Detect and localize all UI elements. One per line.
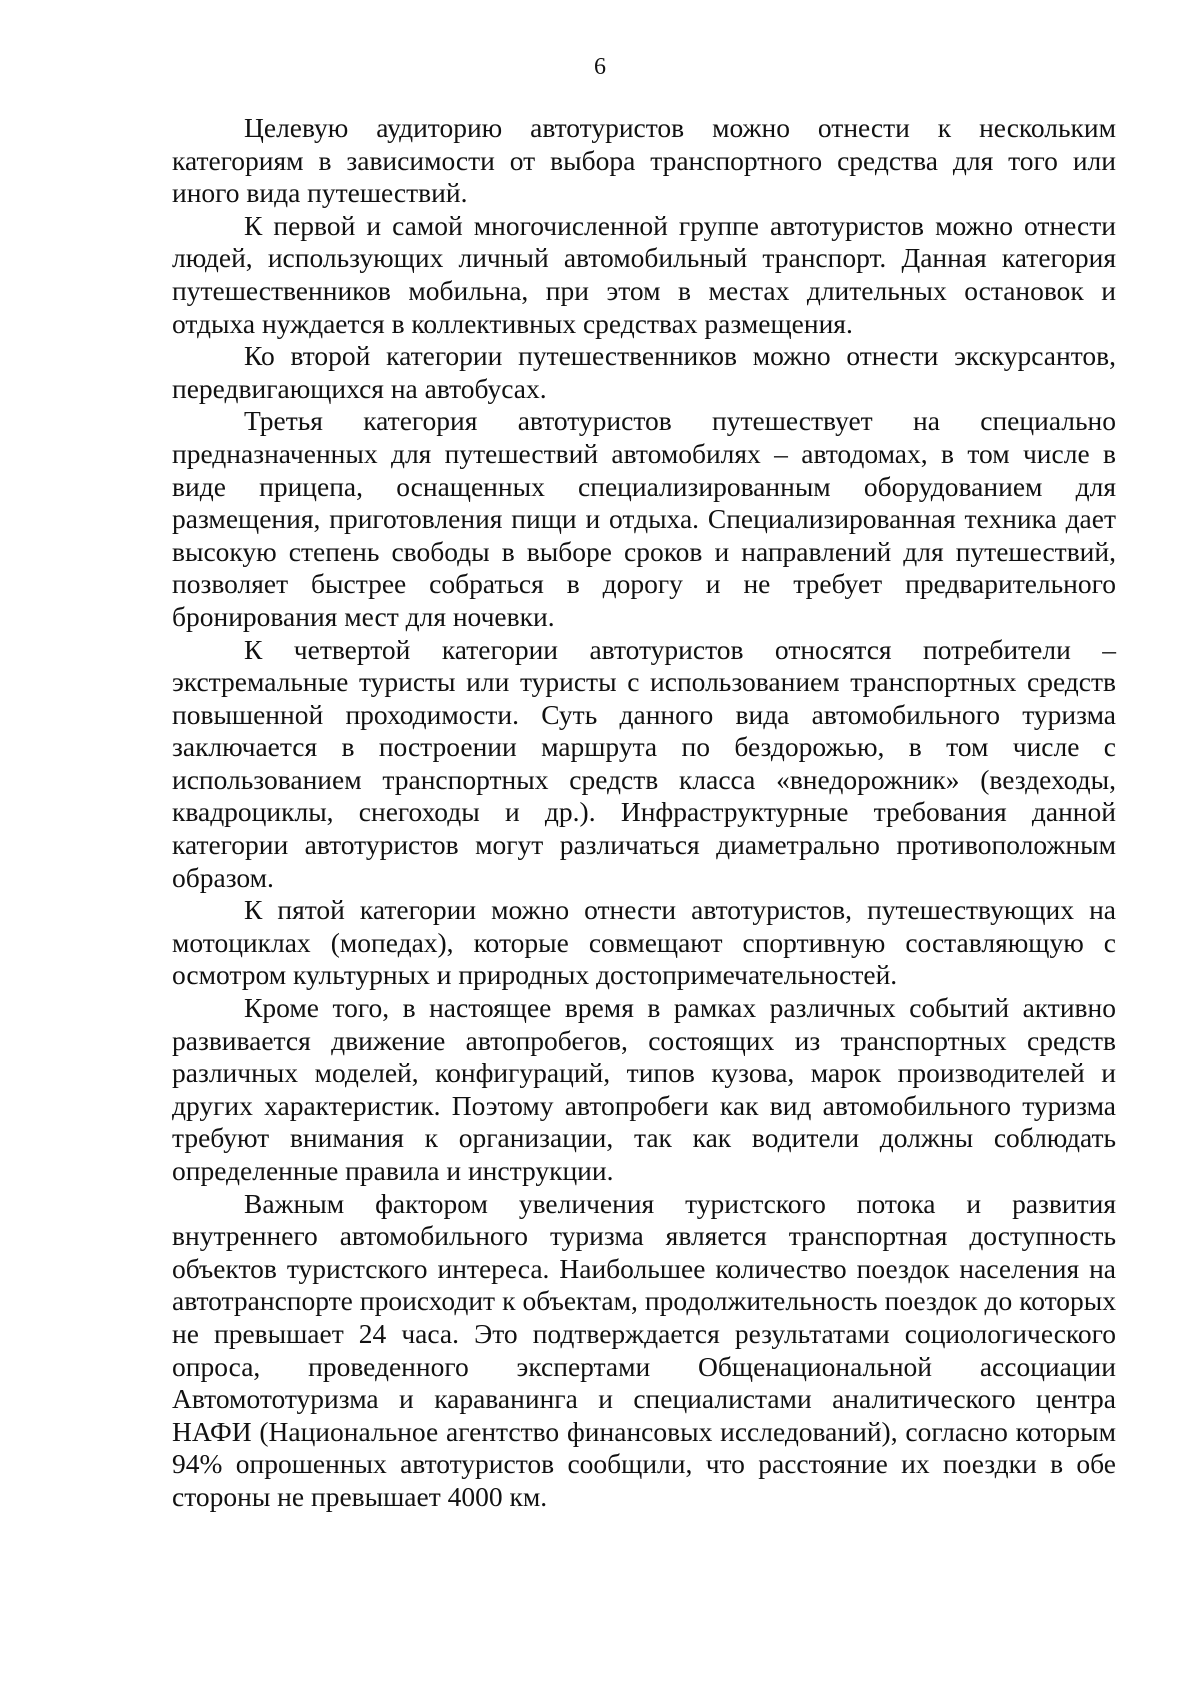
- paragraph-2: К первой и самой многочисленной группе автотуристов можно отнести людей, использующих личный автомобильный транспорт. Данная категория путешественников мобильна, при этом в местах длительных остановок и отдыха нуждается в коллективных средствах размещения.: [172, 209, 1116, 339]
- paragraph-8: Важным фактором увеличения туристского потока и развития внутреннего автомобильного туризма является транспортная доступность объектов туристского интереса. Наибольшее количество поездок населения на автотранспорте происходит к объектам, продолжительность поездок до которых не превышает 24 часа. Это подтверждается результатами социологического опроса, проведенного экспертами Общенациональной ассоциации Автомототуризма и караванинга и специалистами аналитического центра НАФИ (Национальное агентство финансовых исследований), согласно которым 94% опрошенных автотуристов сообщили, что расстояние их поездки в обе стороны не превышает 4000 км.: [172, 1187, 1116, 1512]
- document-body: [172, 112, 1116, 1514]
- paragraph-4: Третья категория автотуристов путешествует на специально предназначенных для путешествий автомобилях – автодомах, в том числе в виде прицепа, оснащенных специализированным оборудованием для размещения, приготовления пищи и отдыха. Специализированная техника дает высокую степень свободы в выборе сроков и направлений для путешествий, позволяет быстрее собраться в дорогу и не требует предварительного бронирования мест для ночевки.: [172, 405, 1116, 632]
- paragraph-7: Кроме того, в настоящее время в рамках различных событий активно развивается движение автопробегов, состоящих из транспортных средств различных моделей, конфигураций, типов кузова, марок производителей и других характеристик. Поэтому автопробеги как вид автомобильного туризма требуют внимания к организации, так как водители должны соблюдать определенные правила и инструкции.: [172, 992, 1116, 1186]
- paragraph-3: Ко второй категории путешественников можно отнести экскурсантов, передвигающихся на автобусах.: [172, 340, 1116, 404]
- paragraph-6: К пятой категории можно отнести автотуристов, путешествующих на мотоциклах (мопедах), которые совмещают спортивную составляющую с осмотром культурных и природных достопримечательностей.: [172, 894, 1116, 991]
- paragraph-5: К четвертой категории автотуристов относятся потребители – экстремальные туристы или туристы с использованием транспортных средств повышенной проходимости. Суть данного вида автомобильного туризма заключается в построении маршрута по бездорожью, в том числе с использованием транспортных средств класса «внедорожник» (вездеходы, квадроциклы, снегоходы и др.). Инфраструктурные требования данной категории автотуристов могут различаться диаметрально противоположным образом.: [172, 633, 1116, 893]
- page-number: 6: [594, 54, 606, 80]
- paragraph-1: Целевую аудиторию автотуристов можно отнести к нескольким категориям в зависимости от выбора транспортного средства для того или иного вида путешествий.: [172, 112, 1116, 209]
